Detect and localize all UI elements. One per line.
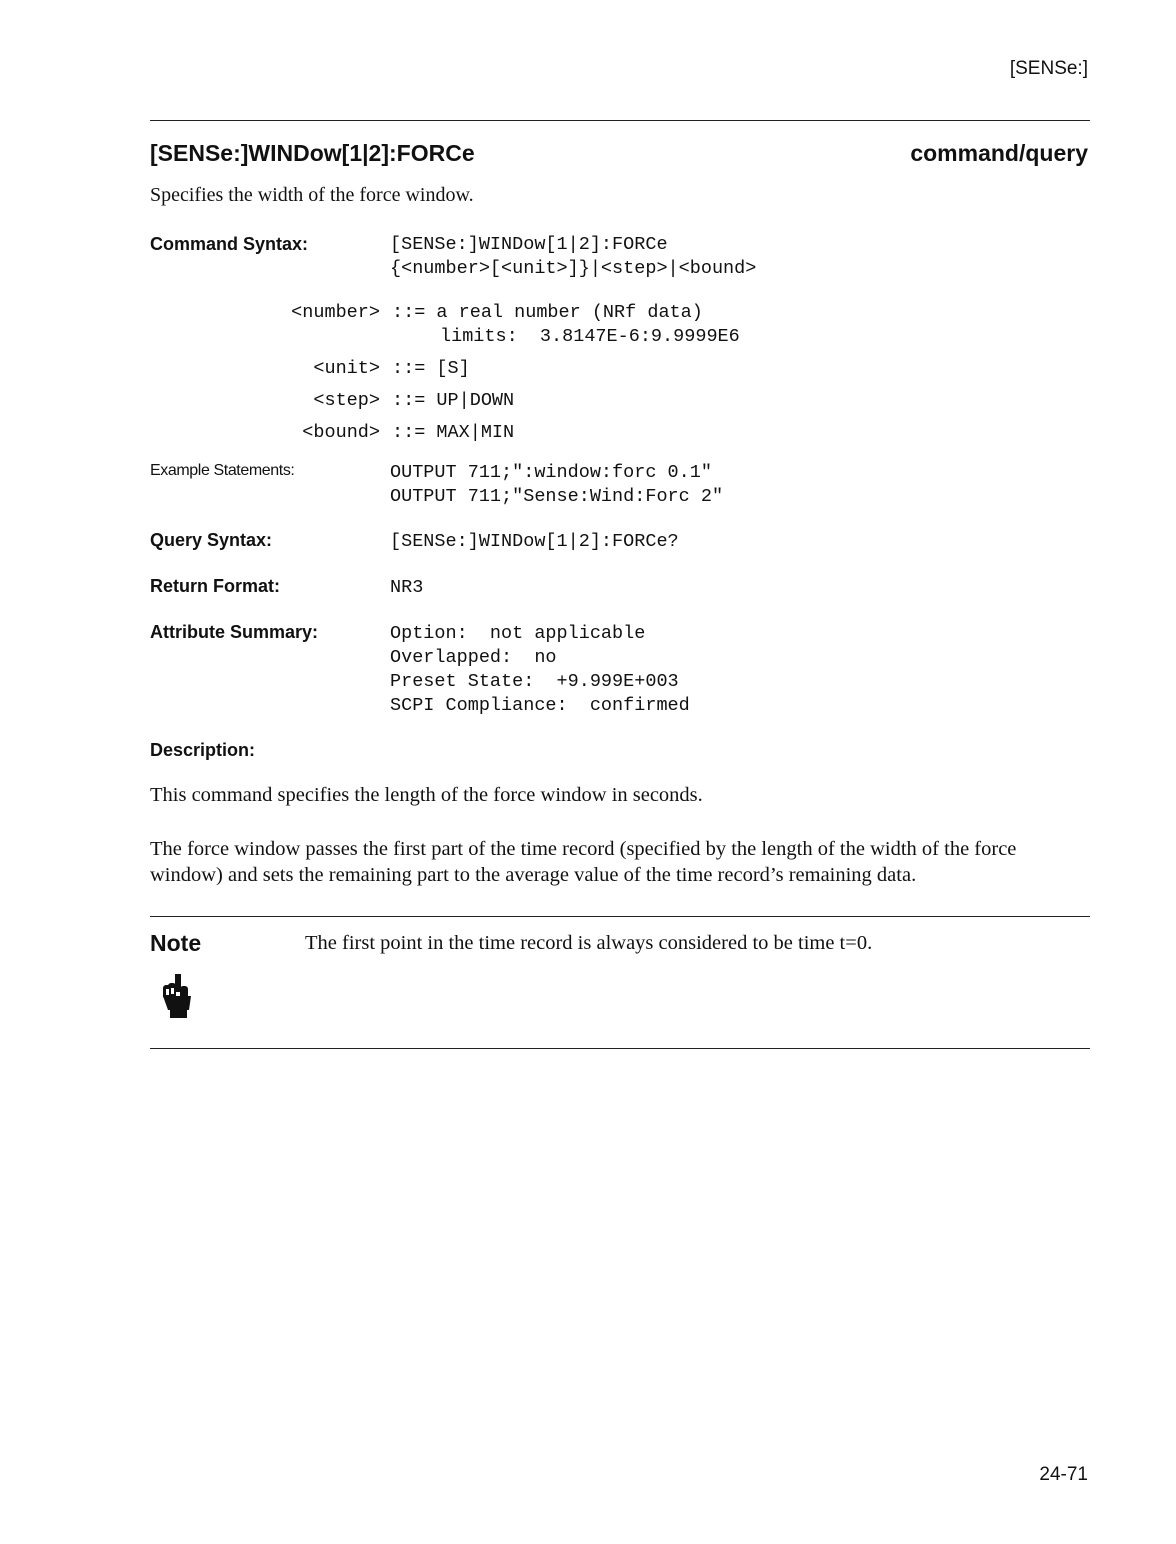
note-label: Note [150, 930, 202, 956]
param-step-name: <step> [313, 390, 380, 411]
description-label: Description: [150, 740, 256, 760]
return-format-label: Return Format: [150, 576, 280, 596]
note-text: The first point in the time record is always considered to be time t=0. [305, 932, 873, 954]
query-syntax-value: [SENSe:]WINDow[1|2]:FORCe? [390, 531, 679, 552]
command-title: [SENSe:]WINDow[1|2]:FORCe [150, 140, 475, 166]
attribute-scpi-compliance: SCPI Compliance: confirmed [390, 695, 690, 716]
example-statements-label: Example Statements: [150, 462, 295, 479]
page-number: 24-71 [1039, 1464, 1088, 1485]
attribute-summary-label: Attribute Summary: [150, 622, 319, 642]
example-line-2: OUTPUT 711;"Sense:Wind:Forc 2" [390, 486, 724, 507]
attribute-preset-state: Preset State: +9.999E+003 [390, 671, 679, 692]
note-top-divider [150, 916, 1090, 917]
description-paragraph-1: This command specifies the length of the force window in seconds. [150, 784, 703, 806]
command-syntax-line-1: [SENSe:]WINDow[1|2]:FORCe [390, 234, 668, 255]
note-bottom-divider [150, 1048, 1090, 1049]
command-syntax-label: Command Syntax: [150, 234, 309, 254]
return-format-value: NR3 [390, 577, 424, 598]
example-line-1: OUTPUT 711;":window:forc 0.1" [390, 462, 712, 483]
command-syntax-line-2: {<number>[<unit>]}|<step>|<bound> [390, 258, 757, 279]
param-unit-definition: ::= [S] [392, 358, 470, 379]
section-tag: [SENSe:] [1009, 58, 1088, 79]
param-number-name: <number> [291, 302, 380, 323]
query-syntax-label: Query Syntax: [150, 530, 273, 550]
description-paragraph-2: The force window passes the first part of the time record (specified by the length of the width of the force window) and sets the remaining part to the average value of the time record’s remaining data. [150, 838, 1017, 886]
param-unit-name: <unit> [313, 358, 380, 379]
param-bound-definition: ::= MAX|MIN [392, 422, 515, 443]
command-summary: Specifies the width of the force window. [150, 184, 474, 206]
command-type: command/query [910, 140, 1088, 166]
pointing-hand-icon [158, 972, 198, 1020]
attribute-option: Option: not applicable [390, 623, 646, 644]
param-number-definition: ::= a real number (NRf data) [392, 302, 703, 323]
top-divider [150, 120, 1090, 121]
attribute-overlapped: Overlapped: no [390, 647, 557, 668]
param-number-limits: limits: 3.8147E-6:9.9999E6 [440, 326, 740, 347]
param-step-definition: ::= UP|DOWN [392, 390, 515, 411]
param-bound-name: <bound> [302, 422, 380, 443]
